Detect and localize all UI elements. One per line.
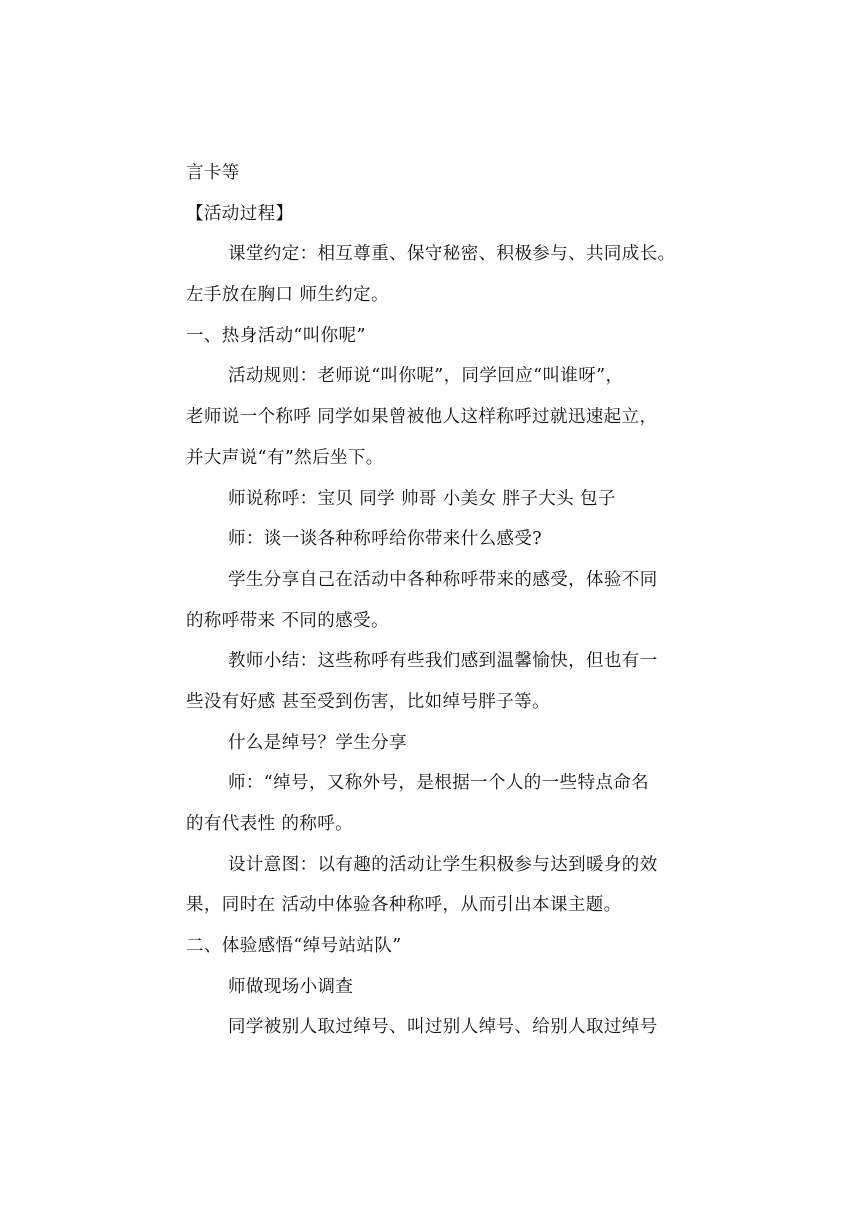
section-heading: 一、热身活动“叫你呢” [186, 325, 366, 346]
paragraph-line: 师：谈一谈各种称呼给你带来什么感受? [228, 529, 543, 550]
section-heading: 【活动过程】 [186, 203, 294, 224]
paragraph-line: 老师说一个称呼 同学如果曾被他人这样称呼过就迅速起立， [186, 407, 658, 428]
paragraph-line: 果，同时在 活动中体验各种称呼，从而引出本课主题。 [186, 895, 622, 916]
paragraph-line: 的有代表性 的称呼。 [186, 814, 354, 834]
paragraph-line: 设计意图：以有趣的活动让学生积极参与达到暖身的效 [228, 854, 658, 875]
paragraph-line: 师做现场小调查 [228, 976, 354, 997]
paragraph-line: 些没有好感 甚至受到伤害，比如绰号胖子等。 [186, 691, 550, 712]
paragraph-line: 什么是绰号？学生分享 [228, 732, 407, 753]
paragraph-line: 活动规则：老师说“叫你呢”，同学回应“叫谁呀”， [228, 366, 624, 387]
paragraph-line: 学生分享自己在活动中各种称呼带来的感受，体验不同 [228, 569, 658, 590]
paragraph-line: 师说称呼：宝贝 同学 帅哥 小美女 胖子大头 包子 [228, 488, 616, 509]
paragraph-line: 言卡等 [186, 163, 240, 183]
document-body [186, 153, 678, 1048]
paragraph-line: 课堂约定：相互尊重、保守秘密、积极参与、共同成长。 [228, 244, 676, 265]
paragraph-line: 的称呼带来 不同的感受。 [186, 610, 389, 631]
paragraph-line: 并大声说“有”然后坐下。 [186, 447, 384, 468]
paragraph-line: 左手放在胸口 师生约定。 [186, 285, 389, 306]
paragraph-line: 教师小结：这些称呼有些我们感到温馨愉快，但也有一 [228, 651, 658, 672]
section-heading: 二、体验感悟“绰号站站队” [186, 936, 402, 957]
paragraph-line: 师：“绰号，又称外号，是根据一个人的一些特点命名 [228, 773, 650, 794]
paragraph-line: 同学被别人取过绰号、叫过别人绰号、给别人取过绰号 [228, 1017, 658, 1038]
